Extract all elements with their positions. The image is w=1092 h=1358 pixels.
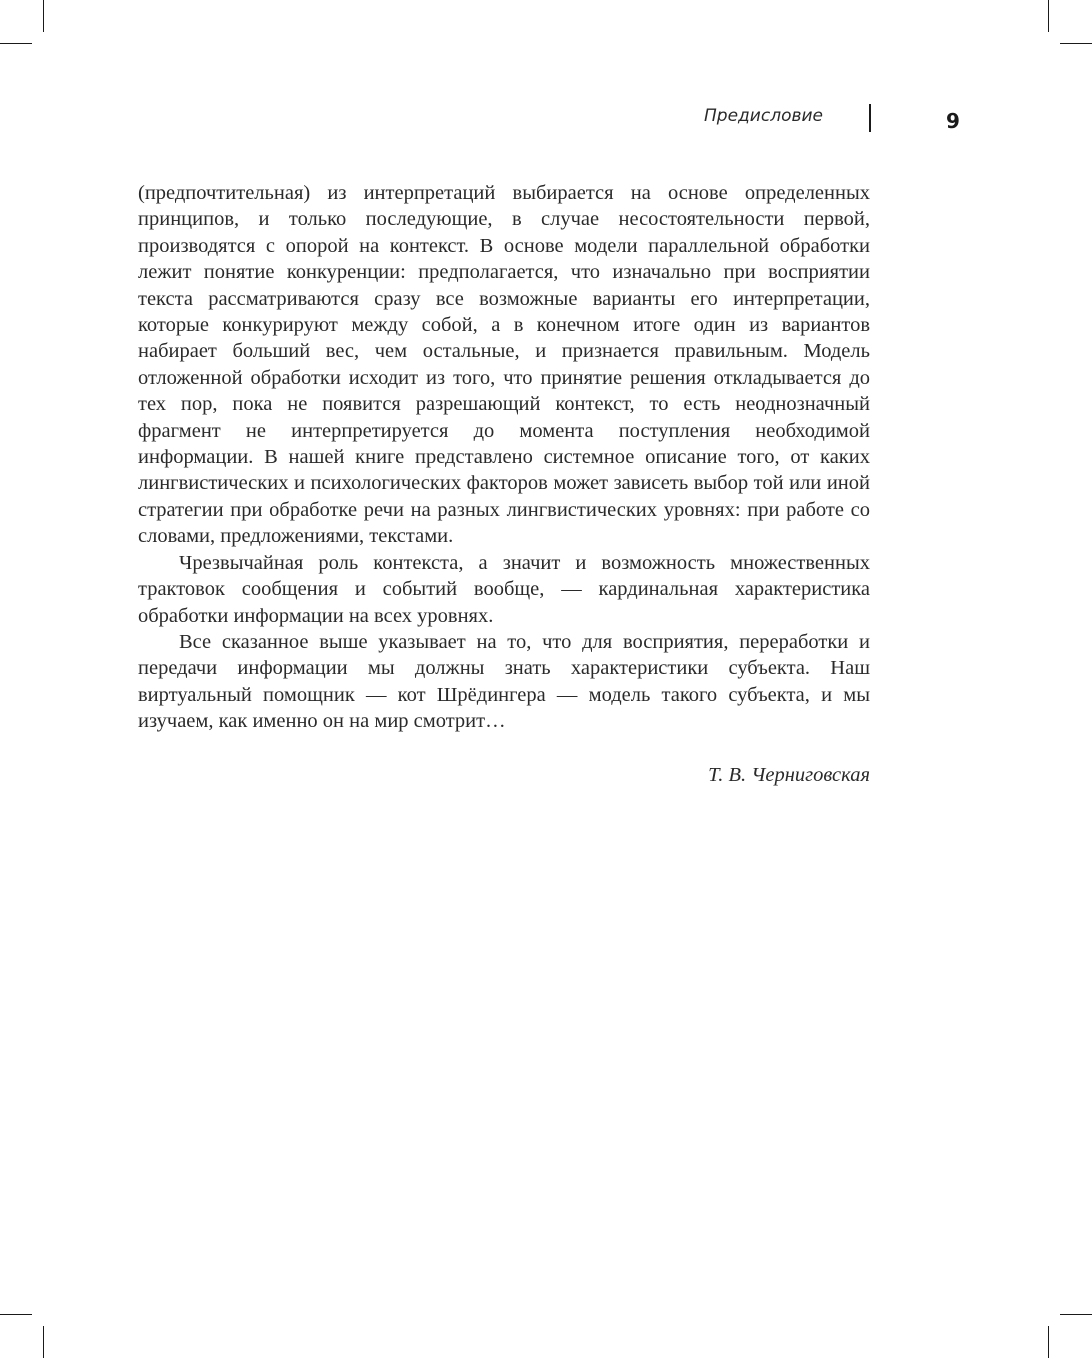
crop-mark-top-left-horizontal	[0, 43, 32, 44]
crop-mark-top-right-vertical	[1048, 0, 1049, 32]
paragraph: Чрезвычайная роль контекста, а значит и возможность множественных трактовок сообщения и событий вообще, — кардинальная характеристика обработки информации на всех уровнях.	[138, 551, 870, 627]
crop-mark-bottom-left-vertical	[43, 1326, 44, 1358]
running-head-title: Предисловие	[704, 106, 823, 126]
running-head-divider	[869, 104, 871, 132]
crop-mark-top-right-horizontal	[1060, 43, 1092, 44]
paragraph: Все сказанное выше указывает на то, что для восприятия, переработки и передачи информации мы должны знать характеристики субъекта. Наш виртуальный помощник — кот Шрёдингера — модель такого субъекта, и мы изучаем, как именно он на мир смотрит…	[138, 630, 870, 733]
page-number: 9	[946, 109, 960, 133]
crop-mark-bottom-right-horizontal	[1060, 1314, 1092, 1315]
body-text	[138, 180, 870, 735]
paragraph-continuation: (предпочтительная) из интерпретаций выбирается на основе определенных принципов, и только последующие, в случае несостоятельности первой, производятся с опорой на контекст. В основе модели параллельной обработки лежит понятие конкуренции: предполагается, что изначально при восприятии текста рассматриваются сразу все возможные варианты его интерпретации, которые конкурируют между собой, а в конечном итоге один из вариантов набирает больший вес, чем остальные, и признается правильным. Модель отложенной обработки исходит из того, что принятие решения откладывается до тех пор, пока не появится разрешающий контекст, то есть неоднозначный фрагмент не интерпретируется до момента поступления необходимой информации. В нашей книге представлено системное описание того, от каких лингвистических и психологических факторов может зависеть выбор той или иной стратегии при обработке речи на разных лингвистических уровнях: при работе со словами, предложениями, текстами.	[138, 182, 870, 548]
author-signature: Т. В. Черниговская	[708, 764, 870, 786]
crop-mark-bottom-right-vertical	[1048, 1326, 1049, 1358]
crop-mark-bottom-left-horizontal	[0, 1314, 32, 1315]
crop-mark-top-left-vertical	[43, 0, 44, 32]
